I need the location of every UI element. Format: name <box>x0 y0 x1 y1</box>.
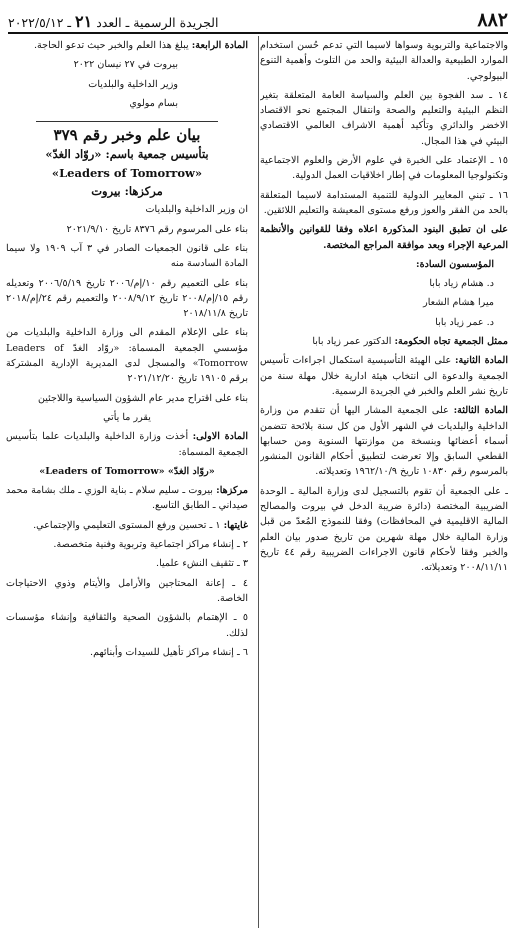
notice-english-name: «Leaders of Tomorrow» <box>51 165 203 180</box>
header-title <box>8 14 218 30</box>
column-divider <box>258 36 259 928</box>
address-text: بيروت ـ سليم سلام ـ بناية الوزي ـ ملك بشامة محمد صيداني ـ الطابق التاسع. <box>6 485 248 512</box>
paragraph: والاجتماعية والتربوية وسواها لاسيما التي تدعم حُسن استخدام الموارد الطبيعية والعدالة البيئية والحد من التلوث وأهمية التنوع البيولوجي. <box>260 40 508 82</box>
goals-first <box>6 518 248 533</box>
preamble-item: بناء على التعميم رقم ١٠/إم/٢٠٠٦ تاريخ ٢٠٠٦/٥/١٩ وتعديله رقم ١٥/إم/٢٠٠٨ تاريخ ٢٠٠٨/٩/١٢ والتعميم رقم ٢٤/إم/٢٠١٨ تاريخ ٢٠١٨/١١/٨ <box>6 277 248 320</box>
government-representative <box>260 334 508 349</box>
goals-label: غايتها: <box>223 519 248 531</box>
decision-heading: يقرر ما يأتي <box>103 411 151 423</box>
preamble-item: بناء على الإعلام المقدم الى وزارة الداخلية والبلديات من مؤسسي الجمعية المسماة: «روّاد الغدّ Leaders of Tomorrow» والمسجل لدى المديرية الإدارية المشتركة برقم ١٩١٠٥ تاريخ ٢٠٢١/١٢/٢٠ <box>6 327 248 385</box>
founder-name: د. عمر زياد بابا <box>435 316 494 328</box>
item-16: ١٦ ـ تبني المعايير الدولية للتنمية المستدامة لاسيما المتعلقة بالحد من الفقر والعوز ورفع مستوى المعيشة والتعليم اللائقين. <box>260 189 508 216</box>
goal-item: ٦ ـ إنشاء مراكز تأهيل للسيدات وأبنائهم. <box>90 646 248 658</box>
article-3-label: المادة الثالثة: <box>453 405 508 417</box>
journal-name: الجريدة الرسمية ـ العدد <box>96 15 219 30</box>
article-4 <box>6 38 248 53</box>
application-clause: على ان تطبق البنود المذكورة اعلاه وفقا للقوانين والأنظمة المرعية الإجراء وبعد موافقة المراجع المختصة. <box>260 224 508 251</box>
article-4-label: المادة الرابعة: <box>191 40 248 51</box>
minister-intro: ان وزير الداخلية والبلديات <box>145 204 248 216</box>
article-2-text: على الهيئة التأسيسية استكمال اجراءات تأسيس الجمعية والدعوة الى انتخاب هيئة ادارية خلال مهلة سنة من تاريخ نشر العلم والخبر في الجريدة الرسمية. <box>260 355 508 397</box>
representative-label: ممثل الجمعية تجاه الحكومة: <box>394 336 508 348</box>
article-3 <box>260 403 508 479</box>
article-1-label: المادة الاولى: <box>192 431 248 443</box>
signature-name: بسام مولوي <box>129 97 178 109</box>
page-header <box>8 4 508 34</box>
association-name: «روّاد الغدّ» «Leaders of Tomorrow» <box>39 465 215 477</box>
goal-item: ١ ـ تحسين ورفع المستوى التعليمي والإجتماعي. <box>33 519 221 531</box>
preamble-item: بناء على قانون الجمعيات الصادر في ٣ آب ١٩٠٩ ولا سيما المادة السادسة منه <box>6 242 248 270</box>
article-1 <box>6 429 248 460</box>
goal-item: ٥ ـ الإهتمام بالشؤون الصحية والثقافية وإنشاء مؤسسات لذلك. <box>6 612 248 639</box>
address-label: مركزها: <box>216 485 248 497</box>
goal-item: ٣ ـ تثقيف النشء علميا. <box>156 558 248 570</box>
founder-name: ميرا هشام الشعار <box>423 297 494 309</box>
representative-name: الدكتور عمر زياد بابا <box>312 336 392 348</box>
signature-title: وزير الداخلية والبلديات <box>88 78 178 90</box>
section-separator <box>36 121 218 122</box>
article-2 <box>260 353 508 399</box>
founder-name: د. هشام زياد بابا <box>429 278 494 290</box>
article-2-label: المادة الثانية: <box>454 355 508 367</box>
article-1-text: أخذت وزارة الداخلية والبلديات علما بتأسيس الجمعية المسماة: <box>6 431 248 458</box>
article-4-text: يبلغ هذا العلم والخبر حيث تدعو الحاجة. <box>33 40 189 51</box>
tax-registration-clause: ـ على الجمعية أن تقوم بالتسجيل لدى وزارة المالية ـ الوحدة الضريبية المختصة (دائرة ضريبة الدخل في بيروت والمصالح المالية الاقليمية في المحافظات) وفقا للنموذج المُعدّ من قبل وزارة المالية خلال مهلة شهرين من تاريخ صدور بيان العلم والخبر وفقا لأحكام قانون الاجراءات الضريبية رقم ٤٤ تاريخ ٢٠٠٨/١١/١١ وتعديلاته. <box>260 485 508 574</box>
item-14: ١٤ ـ سد الفجوة بين العلم والسياسة العامة المتعلقة بتغير النظم البيئية والتعليم والصحة وانتقال المجتمع نحو الاقتصاد الاخضر والدائري وتأكيد أهمية الاشراف العالمي الاقتصادي البيئي في هذا المجال. <box>260 89 508 147</box>
notice-headquarters: مركزها: بيروت <box>91 184 163 199</box>
article-3-text: على الجمعية المشار اليها أن تتقدم من وزارة الداخلية والبلديات في الشهر الأول من كل سنة بلائحة تتضمن أسماء أعضائها وبنسخة من موازنتها السنوية ومن حسابها القطعي السابق وإلا تعرضت لتطبيق أحكام القانون المنشور بالمرسوم رقم ١٠٨٣٠ تاريخ ١٩٦٢/١٠/٩ وتعديلاته. <box>260 405 508 478</box>
founders-title: المؤسسون السادة: <box>416 258 494 270</box>
item-15: ١٥ ـ الإعتماد على الخبرة في علوم الأرض والعلوم الاجتماعية وتكنولوجيا المعلومات في إطار اخلاقيات العمل الدولية. <box>260 155 508 182</box>
goal-item: ٢ ـ إنشاء مراكز اجتماعية وتربوية وفنية متخصصة. <box>53 539 248 551</box>
issue-number: ٢١ <box>75 12 93 31</box>
notice-subtitle: بتأسيس جمعية باسم: «روّاد الغدّ» <box>45 147 209 162</box>
preamble-item: بناء على المرسوم رقم ٨٣٧٦ تاريخ ٢٠٢١/٩/١٠ <box>66 223 248 235</box>
preamble-item: بناء على اقتراح مدير عام الشؤون السياسية واللاجئين <box>37 392 248 404</box>
right-column <box>260 38 508 928</box>
signature-date: بيروت في ٢٧ نيسان ٢٠٢٢ <box>73 59 178 71</box>
goal-item: ٤ ـ إعانة المحتاجين والأرامل والأيتام وذوي الاحتياجات الخاصة. <box>6 577 248 604</box>
left-column <box>6 38 248 928</box>
issue-date: ـ ٢٠٢٢/٥/١٢ <box>8 15 72 30</box>
page-number: ٨٨٢ <box>477 9 508 31</box>
notice-title: بيان علم وخبر رقم ٣٧٩ <box>53 126 201 145</box>
association-address <box>6 483 248 514</box>
